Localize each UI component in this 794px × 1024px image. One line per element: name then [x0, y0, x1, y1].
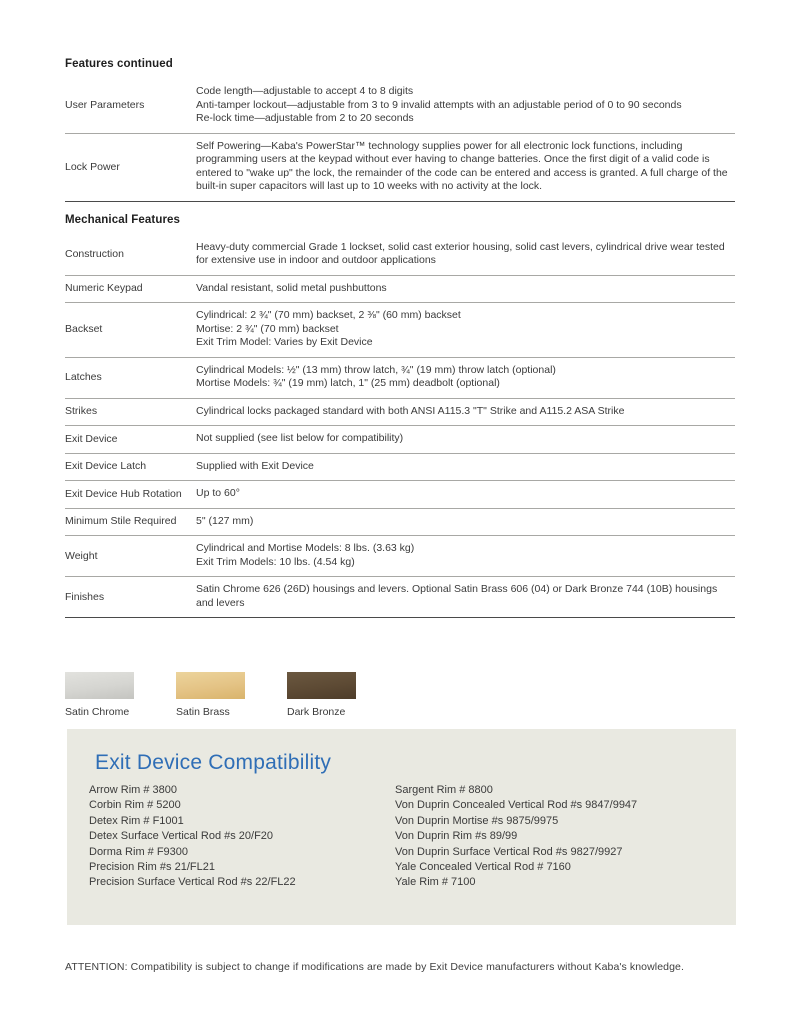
spec-row-value	[196, 583, 735, 610]
spec-value-line: Supplied with Exit Device	[196, 459, 314, 472]
spec-row-value	[196, 282, 735, 296]
swatch-satin-brass	[176, 672, 245, 718]
spec-value-line: Up to 60°	[196, 487, 240, 499]
compatibility-item: Dorma Rim # F9300	[89, 845, 189, 858]
attention-note: ATTENTION: Compatibility is subject to change if modifications are made by Exit Device manufacturers without Kaba's knowledge.	[65, 961, 685, 973]
compatibility-item: Von Duprin Surface Vertical Rod #s 9827/9927	[395, 845, 623, 858]
compatibility-item: Yale Rim # 7100	[395, 876, 476, 889]
spec-row	[65, 79, 735, 134]
spec-row-label: Construction	[65, 248, 124, 260]
spec-row-value	[196, 432, 735, 446]
spec-value-line: Not supplied (see list below for compatibility)	[196, 432, 404, 444]
spec-row-label: Strikes	[65, 405, 98, 418]
compatibility-columns	[89, 783, 714, 891]
spec-row-value	[196, 460, 735, 474]
dark-bronze-swatch-image	[287, 672, 356, 699]
spec-row-label: Finishes	[65, 590, 105, 603]
compatibility-right-column	[395, 783, 714, 891]
spec-value-line: Cylindrical locks packaged standard with both ANSI A115.3 "T" Strike and A115.2 ASA Strike	[196, 404, 625, 417]
compatibility-item: Von Duprin Mortise #s 9875/9975	[395, 814, 559, 827]
spec-row-label: Exit Device	[65, 432, 118, 445]
spec-row-label: Latches	[65, 371, 102, 383]
mechanical-features-heading: Mechanical Features	[65, 213, 181, 226]
spec-value-line: Heavy-duty commercial Grade 1 lockset, solid cast exterior housing, solid cast levers, cylindrical drive wear tested for extensive use in indoor and outdoor applications	[196, 240, 725, 266]
spec-row-label: Numeric Keypad	[65, 282, 143, 295]
compatibility-item: Detex Surface Vertical Rod #s 20/F20	[89, 830, 274, 843]
mechanical-features-table	[65, 235, 735, 619]
spec-row-label: Exit Device Hub Rotation	[65, 487, 182, 500]
spec-row	[65, 509, 735, 537]
swatch-dark-bronze	[287, 672, 356, 718]
satin-brass-swatch-image	[176, 672, 245, 699]
spec-row-label: Minimum Stile Required	[65, 515, 177, 528]
spec-value-line: Vandal resistant, solid metal pushbuttons	[196, 281, 387, 294]
spec-value-line: 5" (127 mm)	[196, 514, 254, 527]
compatibility-item: Arrow Rim # 3800	[89, 784, 178, 796]
spec-row	[65, 358, 735, 399]
compatibility-item: Von Duprin Rim #s 89/99	[395, 830, 518, 843]
spec-value-line: Mortise: 2 ¾" (70 mm) backset	[196, 322, 339, 335]
spec-row	[65, 303, 735, 358]
spec-value-line: Cylindrical and Mortise Models: 8 lbs. (3.63 kg)	[196, 542, 415, 554]
dark-bronze-label: Dark Bronze	[287, 706, 346, 718]
spec-row-value	[196, 405, 735, 419]
spec-row	[65, 577, 735, 618]
spec-value-line: Exit Trim Models: 10 lbs. (4.54 kg)	[196, 555, 355, 568]
spec-row-value	[196, 85, 735, 126]
exit-device-compatibility-panel	[67, 729, 736, 925]
spec-row-value	[196, 309, 735, 350]
spec-row	[65, 454, 735, 482]
spec-row	[65, 399, 735, 427]
spec-row-label: User Parameters	[65, 99, 145, 112]
swatch-satin-chrome	[65, 672, 134, 718]
features-table	[65, 79, 735, 202]
spec-row-value	[196, 364, 735, 391]
spec-row-value	[196, 515, 735, 529]
spec-value-line: Satin Chrome 626 (26D) housings and levers. Optional Satin Brass 606 (04) or Dark Bronze 744 (10B) housings and levers	[196, 583, 718, 609]
spec-value-line: Cylindrical Models: ½" (13 mm) throw latch, ¾" (19 mm) throw latch (optional)	[196, 363, 556, 376]
spec-row-value	[196, 542, 735, 569]
compatibility-item: Von Duprin Concealed Vertical Rod #s 9847/9947	[395, 799, 638, 812]
spec-value-line: Anti-tamper lockout—adjustable from 3 to 9 invalid attempts with an adjustable period of 0 to 90 seconds	[196, 98, 682, 111]
spec-value-line: Re-lock time—adjustable from 2 to 20 seconds	[196, 112, 414, 124]
compatibility-left-column	[89, 783, 395, 891]
exit-device-compatibility-title: Exit Device Compatibility	[95, 751, 332, 774]
spec-value-line: Mortise Models: ¾" (19 mm) latch, 1" (25 mm) deadbolt (optional)	[196, 377, 500, 389]
compatibility-item: Precision Surface Vertical Rod #s 22/FL22	[89, 876, 296, 889]
compatibility-item: Precision Rim #s 21/FL21	[89, 861, 215, 874]
spec-row	[65, 134, 735, 202]
spec-row-value	[196, 487, 735, 501]
spec-value-line: Self Powering—Kaba's PowerStar™ technology supplies power for all electronic lock functions, including programming users at the keypad without ever having to change batteries. Once the first digit of a valid code is entered to "wake up" the lock, the remainder of the code can be entered and access is granted. A full charge of the built-in super capacitors will last up to 10 weeks with no activity at the lock.	[196, 139, 728, 192]
features-continued-heading: Features continued	[65, 58, 173, 70]
compatibility-item: Sargent Rim # 8800	[395, 784, 493, 796]
spec-row-label: Lock Power	[65, 160, 120, 173]
spec-value-line: Code length—adjustable to accept 4 to 8 digits	[196, 85, 414, 97]
satin-chrome-swatch-image	[65, 672, 134, 699]
spec-row	[65, 235, 735, 276]
satin-brass-label: Satin Brass	[176, 706, 230, 718]
spec-value-line: Cylindrical: 2 ¾" (70 mm) backset, 2 ⅜" (60 mm) backset	[196, 309, 461, 321]
spec-row	[65, 426, 735, 454]
spec-row-value	[196, 140, 735, 194]
spec-row	[65, 481, 735, 509]
spec-row-value	[196, 241, 735, 268]
spec-row	[65, 536, 735, 577]
spec-row	[65, 276, 735, 304]
compatibility-item: Detex Rim # F1001	[89, 814, 184, 827]
finish-swatch-strip	[65, 672, 735, 718]
compatibility-item: Yale Concealed Vertical Rod # 7160	[395, 861, 571, 874]
spec-row-label: Backset	[65, 323, 103, 336]
spec-value-line: Exit Trim Model: Varies by Exit Device	[196, 336, 373, 348]
spec-row-label: Weight	[65, 549, 98, 562]
satin-chrome-label: Satin Chrome	[65, 706, 130, 718]
compatibility-item: Corbin Rim # 5200	[89, 799, 181, 812]
spec-row-label: Exit Device Latch	[65, 460, 147, 473]
